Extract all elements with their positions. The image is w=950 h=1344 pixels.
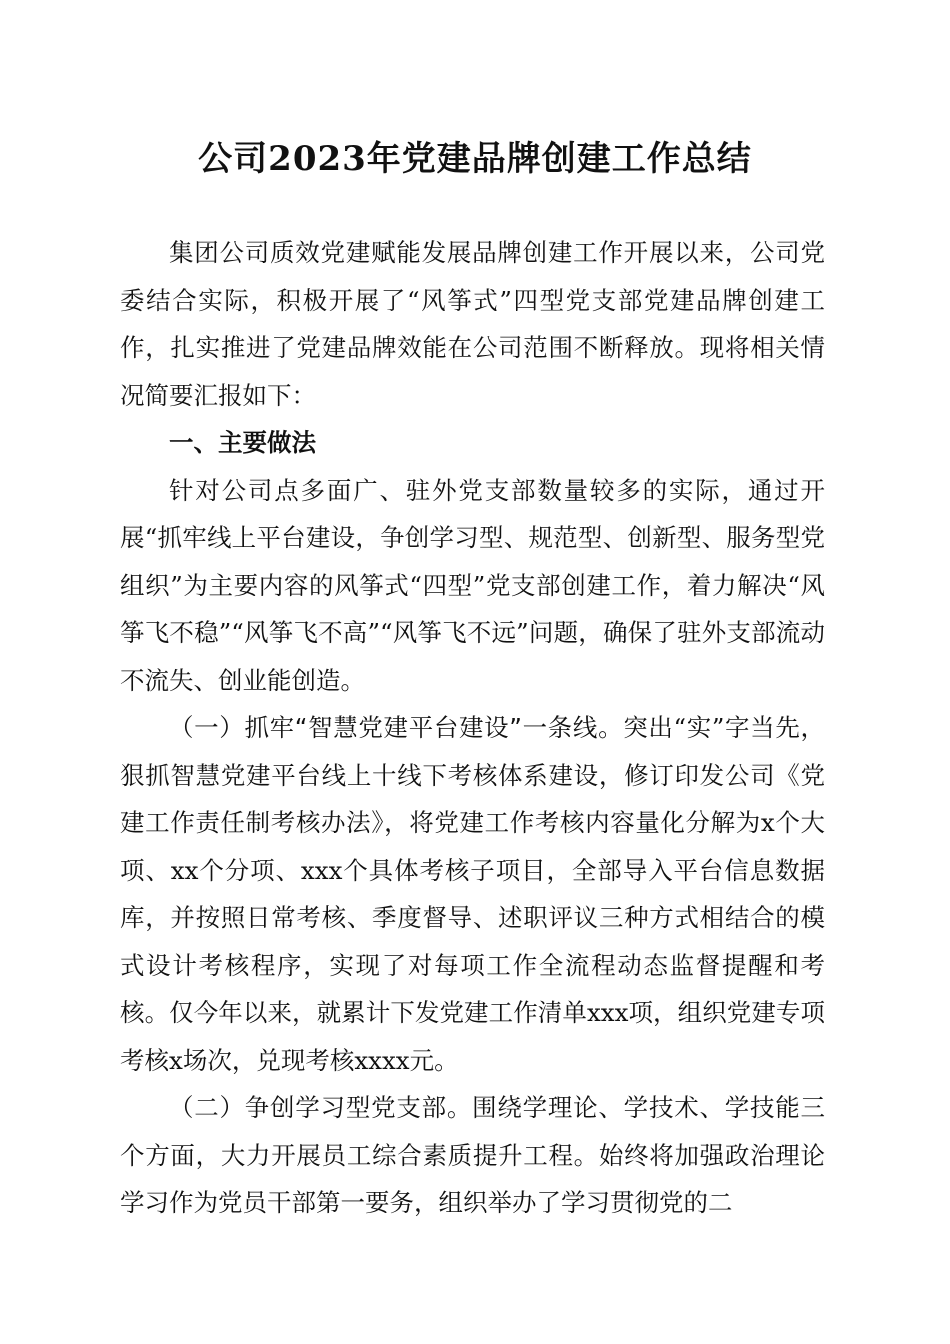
document-title: 公司2023年党建品牌创建工作总结 — [198, 139, 752, 179]
document-body — [120, 229, 825, 1227]
section-heading-main-practices: 一、主要做法 — [169, 428, 316, 457]
item-paragraph-1 — [120, 704, 825, 1084]
item-text-2: 围绕学理论、学技术、学技能三个方面，大力开展员工综合素质提升工程。始终将加强政治理论学习作为党员干部第一要务，组织举办了学习贯彻党的二 — [120, 1093, 826, 1217]
item-lead-1: （一）抓牢“智慧党建平台建设”一条线。 — [169, 713, 624, 742]
intro-paragraph: 集团公司质效党建赋能发展品牌创建工作开展以来，公司党委结合实际，积极开展了“风筝式”四型党支部党建品牌创建工作，扎实推进了党建品牌效能在公司范围不断释放。现将相关情况简要汇报如下： — [120, 238, 825, 410]
item-paragraph-2 — [120, 1084, 825, 1227]
item-lead-2: （二）争创学习型党支部。 — [169, 1093, 473, 1122]
item-text-1: 突出“实”字当先，狠抓智慧党建平台线上十线下考核体系建设，修订印发公司《党建工作责任制考核办法》，将党建工作考核内容量化分解为x个大项、xx个分项、xxx个具体考核子项目，全部导入平台信息数据库，并按照日常考核、季度督导、述职评议三种方式相结合的模式设计考核程序，实现了对每项工作全流程动态监督提醒和考核。仅今年以来，就累计下发党建工作清单xxx项，组织党建专项考核x场次，兑现考核xxxx元。 — [120, 713, 825, 1075]
section-paragraph: 针对公司点多面广、驻外党支部数量较多的实际，通过开展“抓牢线上平台建设，争创学习型、规范型、创新型、服务型党组织”为主要内容的风筝式“四型”党支部创建工作，着力解决“风筝飞不稳”“风筝飞不高”“风筝飞不远”问题，确保了驻外支部流动不流失、创业能创造。 — [120, 475, 825, 695]
